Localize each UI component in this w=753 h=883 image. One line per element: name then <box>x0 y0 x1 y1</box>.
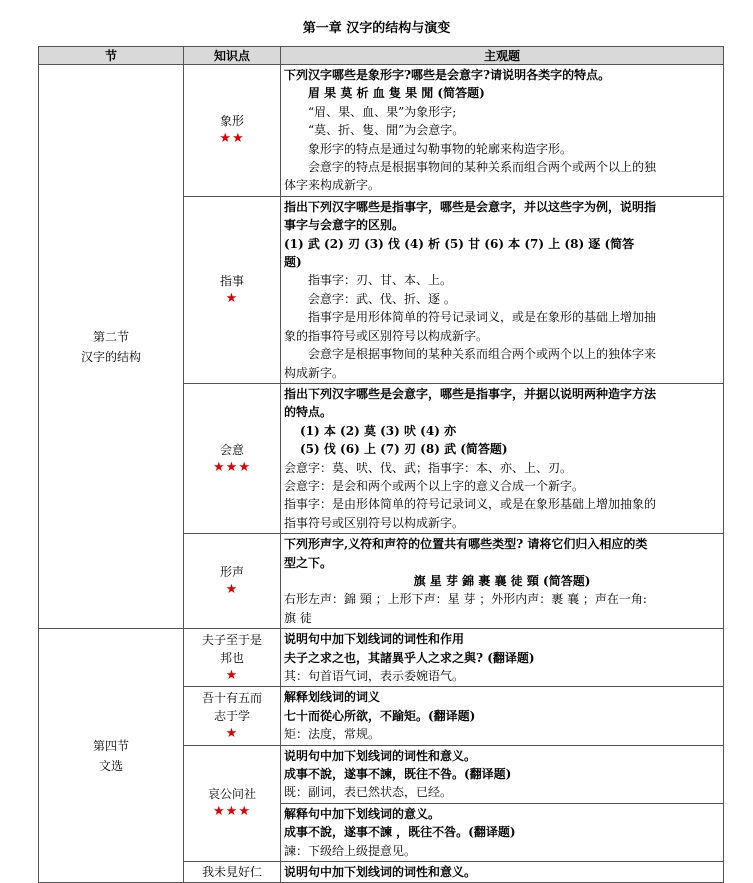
answer-cell <box>281 383 724 533</box>
answer-cell <box>281 534 724 629</box>
answer-cell <box>281 629 724 687</box>
answer-line: 指事符号或区别符号以构成新字。 <box>284 515 465 530</box>
question-line: 下列形声字,义符和声符的位置共有哪些类型? 请将它们归入相应的类 <box>284 537 648 552</box>
question-line: 成事不說，遂事不諫，既往不咎。(翻译题) <box>284 767 512 782</box>
question-line: (1) 武 (2) 刃 (3) 伐 (4) 析 (5) 甘 (6) 本 (7) 上 (8) 逐 (简答 <box>284 236 635 251</box>
answer-line: “眉、果、血、果”为象形字; <box>308 104 457 119</box>
section-name-line: 第四节 <box>92 738 129 753</box>
page-title: 第一章 汉字的结构与演变 <box>302 21 451 36</box>
knowledge-point-label: 吾十有五而 <box>201 691 262 706</box>
knowledge-point-label: 形声 <box>219 565 244 580</box>
section-name-line: 汉字的结构 <box>80 349 141 364</box>
question-line: 眉 果 莫 析 血 隻 果 閒 (简答题) <box>308 86 485 101</box>
answer-line: 矩：法度，常规。 <box>284 727 381 742</box>
answer-line: 会意字是根据事物间的某种关系而组合两个或两个以上的独体字来 <box>308 347 657 362</box>
answer-line: 旗 徒 <box>284 610 312 625</box>
question-line: 旗 星 芽 錦 裹 襄 徒 頸 (简答题) <box>413 573 591 588</box>
answer-line: 体字来构成新字。 <box>284 178 381 193</box>
question-line: 夫子之求之也，其諸異乎人之求之與? (翻译题) <box>284 650 535 665</box>
answer-cell <box>281 196 724 383</box>
section-cell <box>39 65 184 629</box>
question-line: 指出下列汉字哪些是会意字，哪些是指事字，并据以说明两种造字方法 <box>284 386 657 401</box>
table-header-row <box>39 47 724 65</box>
header-knowledge: 知识点 <box>184 47 281 65</box>
answer-line: 会意字：武、伐、折、逐 。 <box>308 291 456 306</box>
knowledge-point-cell <box>184 196 281 383</box>
knowledge-point-label: 夫子至于是 <box>201 632 262 647</box>
answer-line: 諫：下级给上级提意见。 <box>284 843 417 858</box>
answer-line: 指事字：是由形体简单的符号记录词义，或是在象形基础上增加抽象的 <box>284 497 657 512</box>
header-section: 节 <box>39 47 184 65</box>
knowledge-point-label: 指事 <box>219 273 244 288</box>
answer-cell <box>281 65 724 197</box>
answer-line: 构成新字。 <box>284 365 345 380</box>
answer-line: 其：句首语气词，表示委婉语气。 <box>284 669 465 683</box>
question-line: 型之下。 <box>284 555 333 570</box>
table-row <box>39 65 724 197</box>
question-line: 说明句中加下划线词的词性和意义。 <box>284 748 477 763</box>
knowledge-point-cell <box>184 687 281 745</box>
answer-cell <box>281 862 724 883</box>
question-line: 说明句中加下划线词的词性和作用 <box>284 632 465 647</box>
question-line: 成事不說，遂事不諫 ，既往不咎。(翻译题) <box>284 825 516 840</box>
question-line: 七十而從心所欲，不踰矩。(翻译题) <box>284 708 476 723</box>
knowledge-point-label: 我未見好仁 <box>201 865 262 880</box>
answer-line: 指事字：刃、甘、本、上。 <box>308 273 453 288</box>
table-row <box>39 629 724 687</box>
question-line: 解释句中加下划线词的意义。 <box>284 806 441 821</box>
knowledge-point-label: 邦也 <box>219 650 244 665</box>
answer-line: 象的指事符号或区别符号以构成新字。 <box>284 328 489 343</box>
answer-cell <box>281 745 724 803</box>
knowledge-point-label: 志于学 <box>213 709 250 724</box>
knowledge-point-cell <box>184 745 281 861</box>
question-line: 解释划线词的词义 <box>284 690 381 705</box>
answer-line: 既：副词，表已然状态，已经。 <box>284 785 453 800</box>
question-line: (1) 本 (2) 莫 (3) 吠 (4) 亦 <box>300 423 457 438</box>
answer-line: 指事字是用形体简单的符号记录词义，或是在象形的基础上增加抽 <box>308 310 657 325</box>
answer-line: 会意字的特点是根据事物间的某种关系而组合两个或两个以上的独 <box>308 160 657 175</box>
knowledge-point-label: 象形 <box>219 114 244 129</box>
question-line: 下列汉字哪些是象形字?哪些是会意字?请说明各类字的特点。 <box>284 68 611 82</box>
question-line: 题) <box>284 255 302 270</box>
knowledge-point-cell <box>184 383 281 533</box>
header-subjective: 主观题 <box>281 47 724 65</box>
section-cell <box>39 629 184 883</box>
answer-line: “莫、折、隻、閒”为会意字。 <box>308 123 465 138</box>
knowledge-point-cell <box>184 862 281 883</box>
importance-stars: ★ <box>225 667 239 683</box>
question-line: (5) 伐 (6) 上 (7) 刃 (8) 武 (简答题) <box>300 442 508 457</box>
knowledge-point-label: 会意 <box>219 442 244 457</box>
answer-cell <box>281 687 724 745</box>
answer-line: 象形字的特点是通过勾勒事物的轮廓来构造字形。 <box>308 141 573 156</box>
answer-line: 右形左声：錦 頸 ；上形下声：星 芽 ；外形内声：裹 襄 ；声在一角: <box>284 592 647 607</box>
knowledge-point-label: 哀公问社 <box>207 787 256 802</box>
answer-line: 会意字：是会和两个或两个以上字的意义合成一个新字。 <box>284 478 585 493</box>
importance-stars: ★★ <box>219 131 245 147</box>
question-line: 的特点。 <box>284 405 333 420</box>
importance-stars: ★ <box>225 582 239 598</box>
importance-stars: ★ <box>225 726 239 742</box>
importance-stars: ★ <box>225 290 239 306</box>
knowledge-point-cell <box>184 629 281 687</box>
importance-stars: ★★★ <box>213 804 251 820</box>
question-line: 事字与会意字的区别。 <box>284 218 405 233</box>
section-name-line: 第二节 <box>92 329 129 344</box>
importance-stars: ★★★ <box>213 459 251 475</box>
knowledge-point-cell <box>184 65 281 197</box>
section-name-line: 文选 <box>98 758 123 773</box>
knowledge-point-cell <box>184 534 281 629</box>
question-table <box>38 46 724 883</box>
answer-line: 会意字：莫、吠、伐、武；指事字：本、亦、上、刃。 <box>284 460 573 475</box>
question-line: 说明句中加下划线词的词性和意义。 <box>284 865 477 880</box>
question-line: 指出下列汉字哪些是指事字，哪些是会意字，并以这些字为例，说明指 <box>284 199 657 214</box>
